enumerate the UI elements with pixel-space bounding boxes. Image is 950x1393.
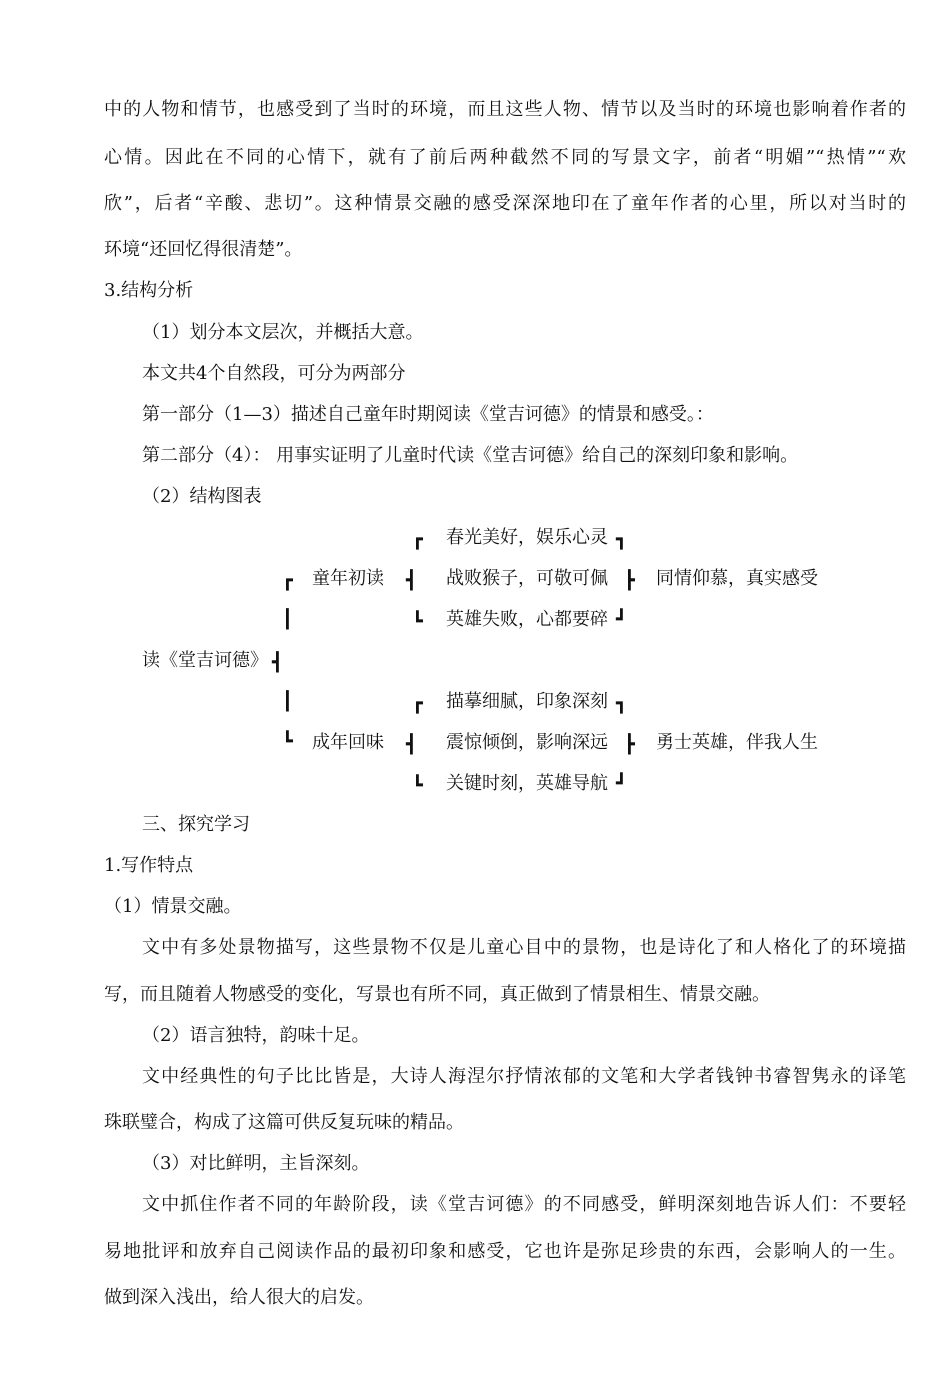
bracket-top-glyph: ┏ [412, 529, 423, 550]
point-3-title: （3）对比鲜明，主旨深刻。 [142, 1153, 370, 1174]
bracket-bottom-glyph: ┗ [282, 731, 293, 752]
diagram-item: 英雄失败，心都要碎 [446, 609, 608, 630]
paragraph-line: 心情。因此在不同的心情下，就有了前后两种截然不同的写景文字，前者“明媚”“热情”“欢 [104, 147, 906, 168]
subsection-heading: 1.写作特点 [104, 855, 194, 876]
diagram-item: 春光美好，娱乐心灵 [446, 527, 608, 548]
bracket-mid-glyph: ┫ [406, 570, 417, 591]
bracket-top-glyph: ┏ [282, 570, 293, 591]
bracket-vert-glyph: ┃ [282, 609, 293, 630]
paragraph-line: 文中有多处景物描写，这些景物不仅是儿童心目中的景物，也是诗化了和人格化了的环境描 [142, 937, 906, 958]
bracket-vert-glyph: ┃ [282, 691, 293, 712]
question-2: （2）结构图表 [142, 486, 262, 507]
diagram-summary: 勇士英雄，伴我人生 [656, 732, 818, 753]
diagram-summary: 同情仰慕，真实感受 [656, 568, 818, 589]
bracket-top-glyph: ┏ [412, 693, 423, 714]
paragraph-line: 文中抓住作者不同的年龄阶段，读《堂吉诃德》的不同感受，鲜明深刻地告诉人们：不要轻 [142, 1194, 906, 1215]
paragraph-line: 欣”，后者“辛酸、悲切”。这种情景交融的感受深深地印在了童年作者的心里，所以对当时的 [104, 193, 906, 214]
section-heading: 三、探究学习 [142, 814, 250, 835]
bracket-end-top-glyph: ┓ [616, 529, 627, 550]
part-one: 第一部分（1—3）描述自己童年时期阅读《堂吉诃德》的情景和感受。： [142, 404, 714, 425]
bracket-tee-glyph: ┣ [624, 570, 635, 591]
diagram-item: 震惊倾倒，影响深远 [446, 732, 608, 753]
bracket-end-bottom-glyph: ┛ [616, 773, 627, 794]
point-1-title: （1）情景交融。 [104, 896, 242, 917]
bracket-end-top-glyph: ┓ [616, 693, 627, 714]
paragraph-line: 易地批评和放弃自己阅读作品的最初印象和感受，它也许是弥足珍贵的东西，会影响人的一生。 [104, 1241, 906, 1262]
bracket-tee-glyph: ┣ [624, 734, 635, 755]
paragraph-line: 中的人物和情节，也感受到了当时的环境，而且这些人物、情节以及当时的环境也影响着作者的 [104, 99, 906, 120]
point-2-title: （2）语言独特，韵味十足。 [142, 1025, 370, 1046]
diagram-item: 描摹细腻，印象深刻 [446, 691, 608, 712]
bracket-mid-glyph: ┫ [272, 652, 283, 673]
section-heading: 3.结构分析 [104, 280, 194, 301]
part-two: 第二部分（4）： 用事实证明了儿童时代读《堂吉诃德》给自己的深刻印象和影响。 [142, 445, 799, 466]
bracket-bottom-glyph: ┗ [412, 611, 423, 632]
diagram-branch-label: 成年回味 [312, 732, 384, 753]
diagram-branch-label: 童年初读 [312, 568, 384, 589]
bracket-mid-glyph: ┫ [406, 734, 417, 755]
paragraph-line: 环境“还回忆得很清楚”。 [104, 239, 303, 260]
paragraph-line: 做到深入浅出，给人很大的启发。 [104, 1287, 374, 1308]
diagram-item: 关键时刻，英雄导航 [446, 773, 608, 794]
diagram-item: 战败猴子，可敬可佩 [446, 568, 608, 589]
bracket-bottom-glyph: ┗ [412, 775, 423, 796]
paragraph-line: 珠联璧合，构成了这篇可供反复玩味的精品。 [104, 1112, 464, 1133]
paragraph-line: 写，而且随着人物感受的变化，写景也有所不同，真正做到了情景相生、情景交融。 [104, 984, 770, 1005]
paragraph-line: 文中经典性的句子比比皆是，大诗人海涅尔抒情浓郁的文笔和大学者钱钟书睿智隽永的译笔 [142, 1066, 906, 1087]
paragraph-count: 本文共4个自然段，可分为两部分 [142, 363, 406, 384]
question-1: （1）划分本文层次，并概括大意。 [142, 322, 424, 343]
diagram-root: 读《堂吉诃德》 [142, 650, 268, 671]
bracket-end-bottom-glyph: ┛ [616, 609, 627, 630]
